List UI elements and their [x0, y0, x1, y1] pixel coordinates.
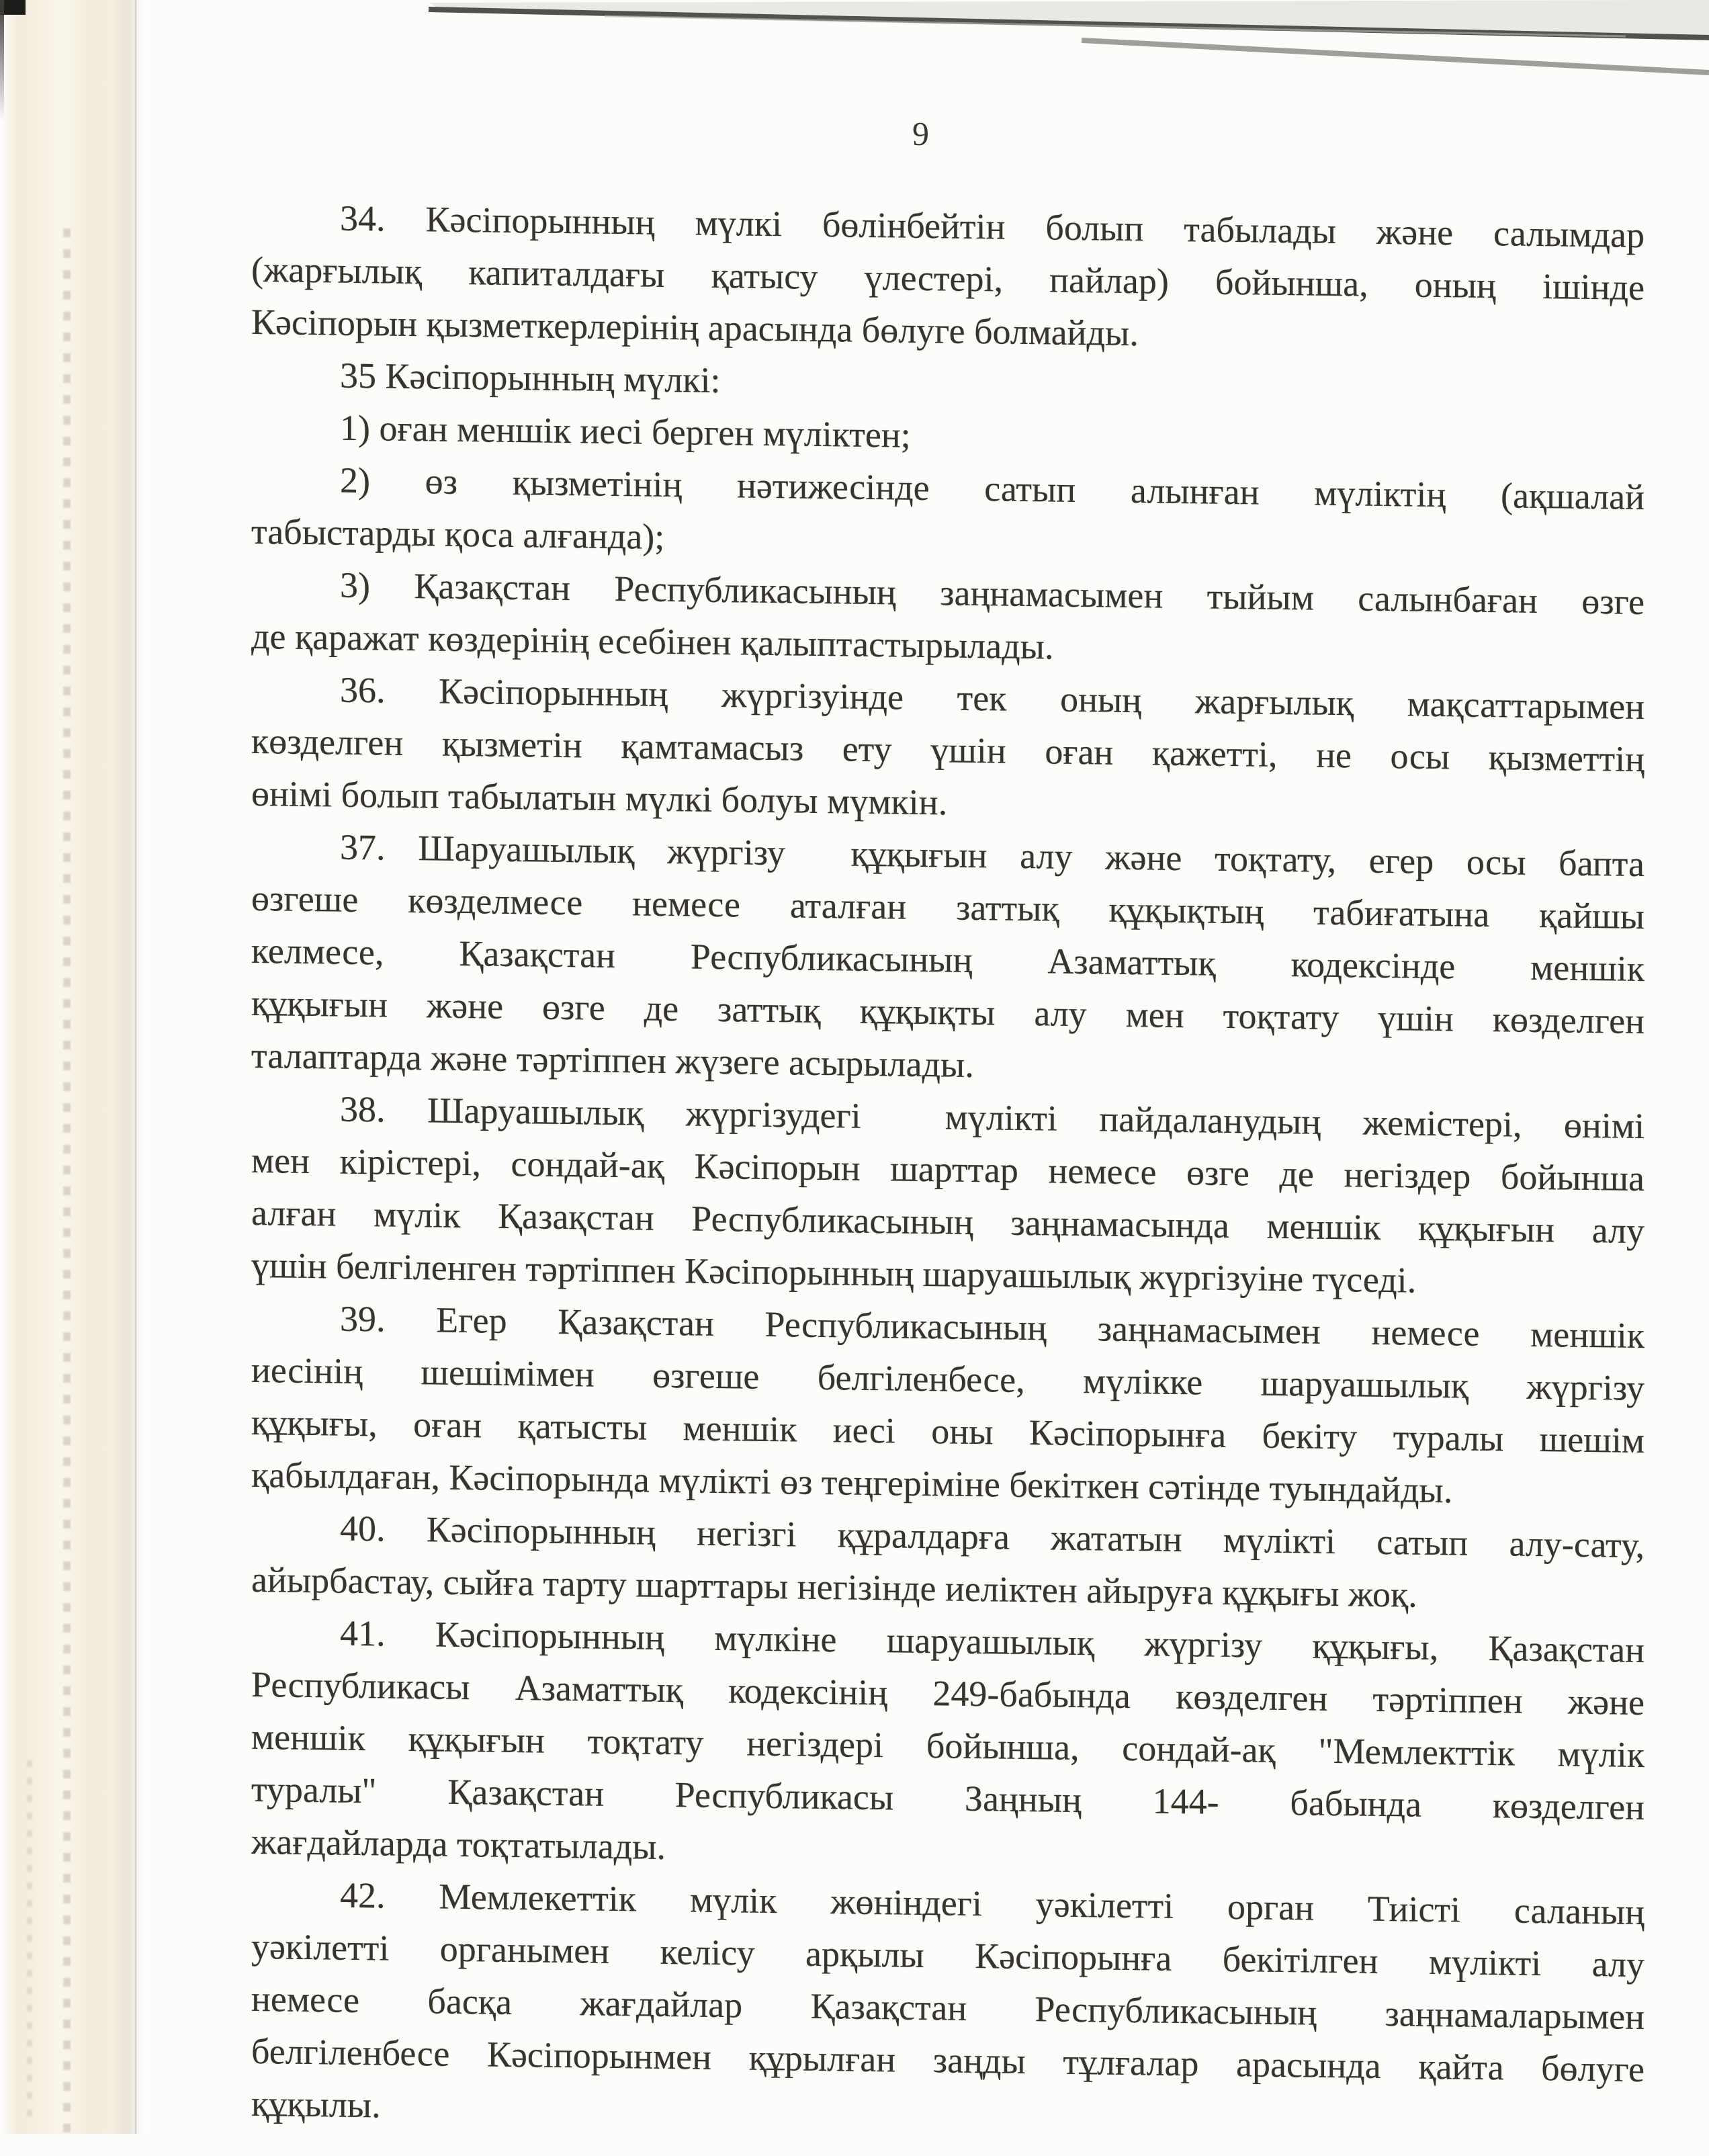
text-line: үшін белгіленген тәртіппен Кәсіпорынның шаруашылық жүргізуіне түседі.	[251, 1244, 1417, 1301]
text-line: 41. Кәсіпорынның мүлкіне шаруашылық жүргізу құқығы, Қазақстан	[340, 1612, 1645, 1671]
text-line: алған мүлік Қазақстан Республикасының заңнамасында меншік құқығын алу	[251, 1192, 1645, 1252]
paragraph	[251, 1501, 1645, 1624]
text-line: (жарғылық капиталдағы қатысу үлестері, пайлар) бойынша, оның ішінде	[251, 249, 1645, 308]
page-number: 9	[912, 114, 930, 153]
text-line: де қаражат көздерінің есебінен қалыптастырылады.	[251, 615, 1054, 667]
text-line: 37. Шаруашылық жүргізу құқығын алу және тоқтату, егер осы бапта	[340, 826, 1645, 885]
text-line: 3) Қазақстан Республикасының заңнамасымен тыйым салынбаған өзге	[340, 564, 1645, 623]
text-line: өзгеше көзделмесе немесе аталған заттық құқықтың табиғатына қайшы	[251, 877, 1645, 937]
text-line: 1) оған меншік иесі берген мүліктен;	[340, 407, 911, 456]
paragraph	[251, 820, 1645, 1100]
text-line: туралы" Қазақстан Республикасы Заңның 144- бабында көзделген	[251, 1768, 1645, 1828]
text-line: 38. Шаруашылық жүргізудегі мүлікті пайдаланудың жемістері, өнімі	[340, 1088, 1645, 1147]
text-line: айырбастау, сыйға тарту шарттары негізінде иеліктен айыруға құқығы жоқ.	[251, 1559, 1417, 1615]
text-line: 35 Кәсіпорынның мүлкі:	[340, 355, 721, 401]
text-line: уәкілетті органымен келісу арқылы Кәсіпорынға бекітілген мүлікті алу	[251, 1926, 1645, 1985]
document-body-text	[251, 191, 1645, 2148]
text-line: өнімі болып табылатын мүлкі болуы мүмкін.	[251, 773, 948, 823]
paragraph	[251, 558, 1645, 681]
paragraph	[251, 453, 1645, 576]
paragraph	[251, 1606, 1645, 1886]
paragraph	[251, 662, 1645, 838]
text-line: 36. Кәсіпорынның жүргізуінде тек оның жарғылық мақсаттарымен	[340, 669, 1645, 728]
text-line: Кәсіпорын қызметкерлерінің арасында бөлуге болмайды.	[251, 301, 1139, 354]
paragraph	[251, 1082, 1645, 1309]
text-line: Республикасы Азаматтық кодексінің 249-бабында көзделген тәртіппен және	[251, 1664, 1645, 1723]
text-line: көзделген қызметін қамтамасыз ету үшін оған қажетті, не осы қызметтің	[251, 720, 1645, 780]
text-line: құқылы.	[251, 2083, 381, 2126]
text-line: табыстарды қоса алғанда);	[251, 511, 665, 557]
text-line: 2) өз қызметінің нәтижесінде сатып алынған мүліктің (ақшалай	[340, 460, 1645, 518]
text-line: мен кірістері, сондай-ақ Кәсіпорын шарттар немесе өзге де негіздер бойынша	[251, 1139, 1645, 1199]
text-line: келмесе, Қазақстан Республикасының Азаматтық кодексінде меншік	[251, 930, 1645, 990]
text-line: меншік құқығын тоқтату негіздері бойынша, сондай-ақ "Мемлекттік мүлік	[251, 1716, 1645, 1776]
text-line: жағдайларда тоқтатылады.	[251, 1821, 666, 1867]
text-line: иесінің шешімімен өзгеше белгіленбесе, мүлікке шаруашылық жүргізу	[251, 1349, 1645, 1409]
text-line: 34. Кәсіпорынның мүлкі бөлінбейтін болып табылады және салымдар	[340, 198, 1645, 256]
text-line: немесе басқа жағдайлар Қазақстан Республикасының заңнамаларымен	[251, 1978, 1645, 2038]
paragraph	[251, 1291, 1645, 1519]
paragraph	[251, 1868, 1645, 2148]
text-line: 39. Егер Қазақстан Республикасының заңнамасымен немесе меншік	[340, 1298, 1645, 1356]
paragraph	[251, 191, 1645, 366]
text-line: белгіленбесе Кәсіпорынмен құрылған заңды тұлғалар арасында қайта бөлуге	[251, 2030, 1645, 2090]
text-line: 40. Кәсіпорынның негізгі құралдарға жататын мүлікті сатып алу-сату,	[340, 1508, 1645, 1566]
text-line: құқығы, оған қатысты меншік иесі оны Кәсіпорынға бекіту туралы шешім	[251, 1402, 1645, 1461]
text-line: қабылдаған, Кәсіпорында мүлікті өз теңгеріміне бекіткен сәтінде туындайды.	[251, 1454, 1453, 1511]
text-line: талаптарда және тәртіппен жүзеге асырылады.	[251, 1035, 974, 1085]
text-line: құқығын және өзге де заттық құқықты алу мен тоқтату үшін көзделген	[251, 982, 1645, 1042]
text-line: 42. Мемлекеттік мүлік жөніндегі уәкілетті орган Тиісті саланың	[340, 1874, 1645, 1933]
